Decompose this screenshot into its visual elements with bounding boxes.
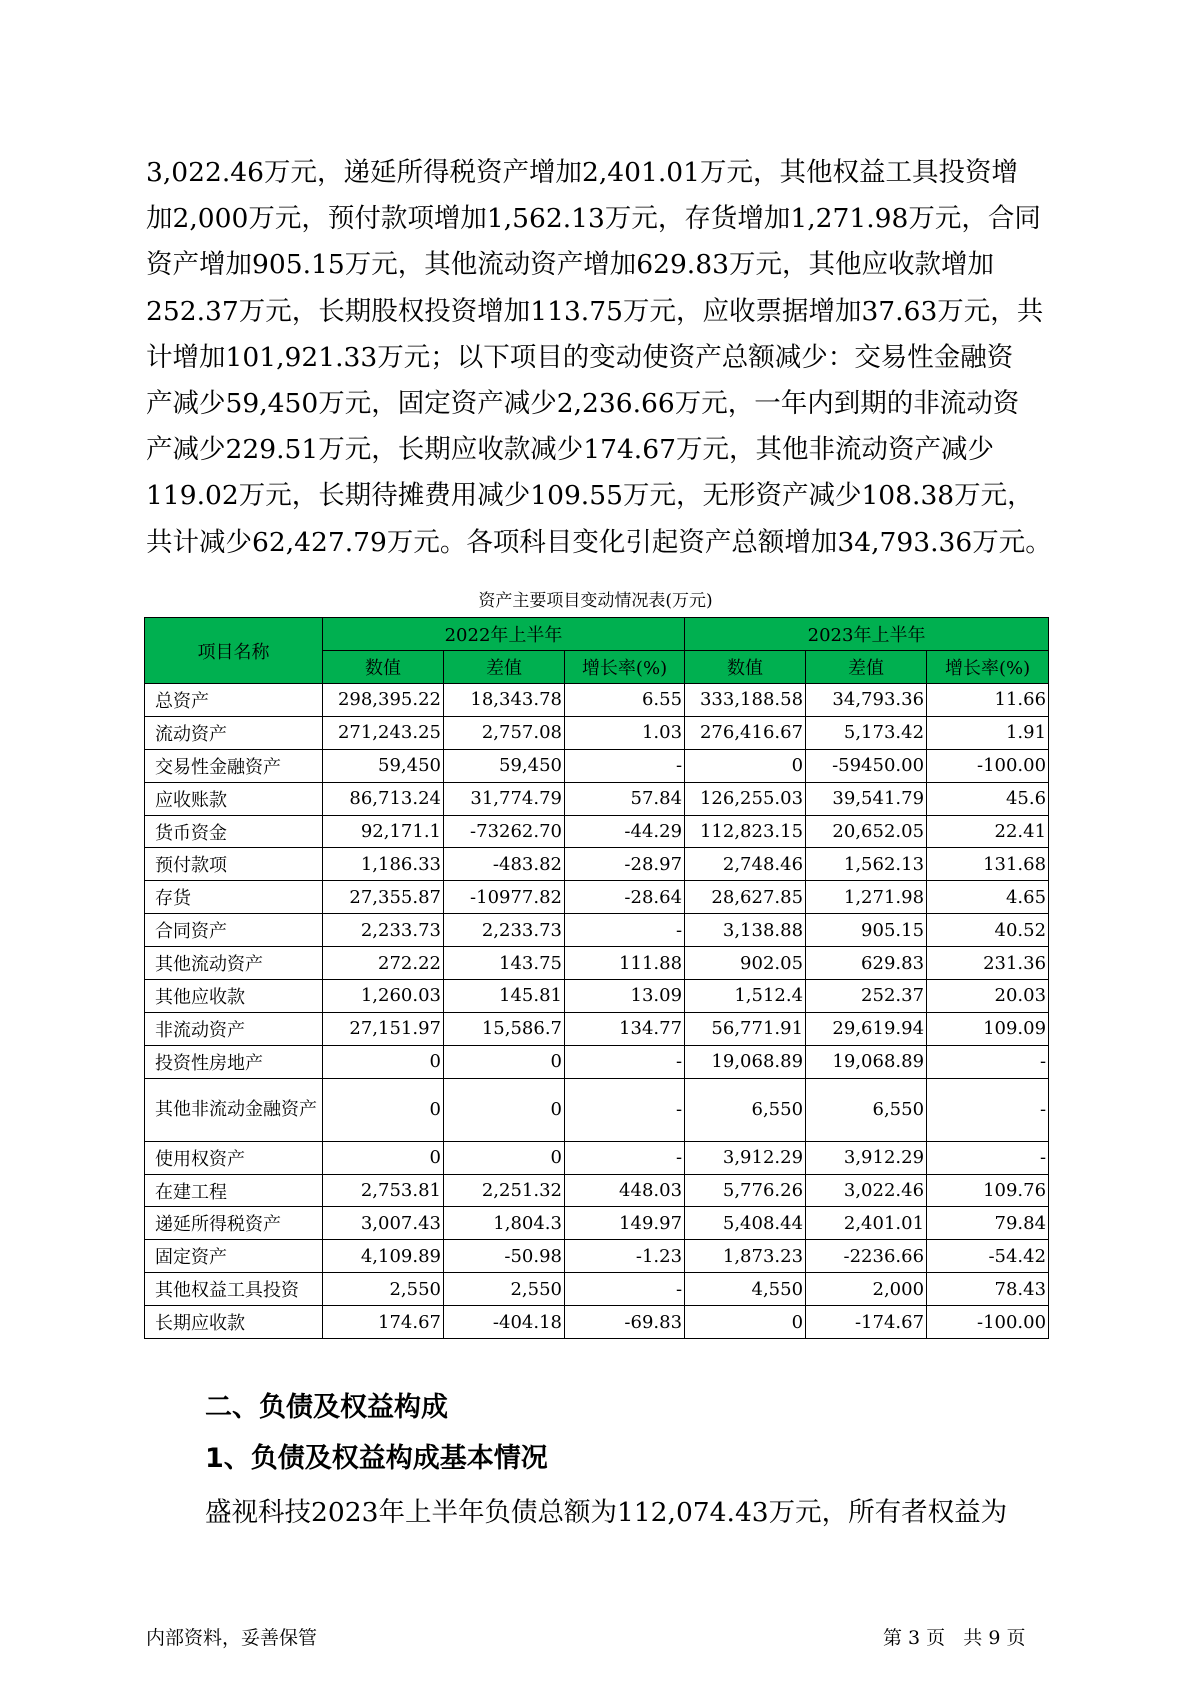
cell-value-2023: 0 [685,1306,806,1339]
cell-diff-2023: 19,068.89 [806,1045,927,1078]
cell-value-2023: 5,408.44 [685,1207,806,1240]
cell-diff-2022: 59,450 [444,749,565,782]
table-row [145,684,1049,717]
row-item-name: 交易性金融资产 [145,749,323,782]
header-value-2023: 数值 [685,651,806,684]
cell-growth-2023: 45.6 [927,782,1049,815]
cell-value-2022: 1,260.03 [323,980,444,1013]
cell-growth-2022: 13.09 [565,980,685,1013]
paragraph-line: 计增加101,921.33万元；以下项目的变动使资产总额减少：交易性金融资 [146,341,1014,373]
row-item-name: 合同资产 [145,914,323,947]
row-item-name: 其他权益工具投资 [145,1273,323,1306]
cell-growth-2022: - [565,749,685,782]
cell-growth-2022: -69.83 [565,1306,685,1339]
cell-value-2023: 112,823.15 [685,815,806,848]
cell-value-2023: 126,255.03 [685,782,806,815]
table-row [145,716,1049,749]
row-item-name: 长期应收款 [145,1306,323,1339]
cell-diff-2022: -483.82 [444,848,565,881]
cell-value-2022: 298,395.22 [323,684,444,717]
paragraph-line: 产减少59,450万元，固定资产减少2,236.66万元，一年内到期的非流动资 [146,388,1020,420]
table-row [145,1012,1049,1045]
cell-diff-2023: 252.37 [806,980,927,1013]
header-value-2022: 数值 [323,651,444,684]
cell-growth-2022: -28.97 [565,848,685,881]
table-row [145,1207,1049,1240]
cell-diff-2022: 0 [444,1078,565,1141]
cell-value-2023: 4,550 [685,1273,806,1306]
row-item-name: 递延所得税资产 [145,1207,323,1240]
cell-diff-2023: 20,652.05 [806,815,927,848]
paragraph-line: 3,022.46万元，递延所得税资产增加2,401.01万元，其他权益工具投资增 [146,157,1019,188]
cell-growth-2022: 111.88 [565,947,685,980]
row-item-name: 预付款项 [145,848,323,881]
cell-value-2023: 6,550 [685,1078,806,1141]
cell-value-2022: 3,007.43 [323,1207,444,1240]
row-item-name: 其他流动资产 [145,947,323,980]
cell-growth-2023: 79.84 [927,1207,1049,1240]
row-item-name: 货币资金 [145,815,323,848]
cell-diff-2022: -10977.82 [444,881,565,914]
cell-diff-2023: 629.83 [806,947,927,980]
table-row [145,848,1049,881]
cell-diff-2022: 15,586.7 [444,1012,565,1045]
header-period-2023: 2023年上半年 [685,618,1049,651]
row-item-name: 固定资产 [145,1240,323,1273]
header-growth-2023: 增长率(%) [927,651,1049,684]
cell-value-2023: 1,873.23 [685,1240,806,1273]
cell-growth-2023: - [927,1078,1049,1141]
cell-diff-2022: -50.98 [444,1240,565,1273]
cell-diff-2022: -73262.70 [444,815,565,848]
cell-diff-2022: 2,757.08 [444,716,565,749]
cell-growth-2022: - [565,1078,685,1141]
cell-diff-2023: 39,541.79 [806,782,927,815]
cell-value-2022: 2,550 [323,1273,444,1306]
row-item-name: 总资产 [145,684,323,717]
table-row [145,947,1049,980]
cell-growth-2022: -28.64 [565,881,685,914]
cell-diff-2023: 34,793.36 [806,684,927,717]
table-row [145,815,1049,848]
cell-value-2022: 4,109.89 [323,1240,444,1273]
cell-growth-2022: -44.29 [565,815,685,848]
paragraph-line: 共计减少62,427.79万元。各项科目变化引起资产总额增加34,793.36万元。 [146,526,1052,558]
table-row [145,1045,1049,1078]
footer-page-number: 第 3 页 共 9 页 [883,1627,1026,1649]
table-row [145,749,1049,782]
asset-change-table [144,617,1049,1339]
cell-diff-2023: 6,550 [806,1078,927,1141]
cell-value-2022: 27,355.87 [323,881,444,914]
cell-growth-2022: 134.77 [565,1012,685,1045]
cell-diff-2022: 0 [444,1045,565,1078]
cell-value-2022: 2,233.73 [323,914,444,947]
cell-value-2023: 19,068.89 [685,1045,806,1078]
cell-value-2023: 5,776.26 [685,1174,806,1207]
cell-value-2023: 3,912.29 [685,1141,806,1174]
cell-growth-2023: 20.03 [927,980,1049,1013]
table-row [145,1174,1049,1207]
cell-diff-2022: 2,251.32 [444,1174,565,1207]
cell-value-2022: 86,713.24 [323,782,444,815]
row-item-name: 存货 [145,881,323,914]
cell-value-2023: 276,416.67 [685,716,806,749]
cell-growth-2022: 1.03 [565,716,685,749]
cell-diff-2022: 143.75 [444,947,565,980]
cell-value-2023: 0 [685,749,806,782]
cell-value-2022: 1,186.33 [323,848,444,881]
cell-growth-2023: 131.68 [927,848,1049,881]
cell-diff-2023: 29,619.94 [806,1012,927,1045]
cell-value-2022: 2,753.81 [323,1174,444,1207]
table-row [145,782,1049,815]
subsection-heading: 1、负债及权益构成基本情况 [205,1443,548,1474]
cell-growth-2023: 231.36 [927,947,1049,980]
cell-growth-2023: 11.66 [927,684,1049,717]
table-header-row [145,618,1049,651]
header-diff-2022: 差值 [444,651,565,684]
cell-value-2022: 271,243.25 [323,716,444,749]
cell-diff-2022: 2,233.73 [444,914,565,947]
cell-value-2022: 0 [323,1078,444,1141]
cell-diff-2022: 145.81 [444,980,565,1013]
row-item-name: 其他非流动金融资产 [145,1078,323,1141]
header-diff-2023: 差值 [806,651,927,684]
cell-value-2023: 56,771.91 [685,1012,806,1045]
header-item-name: 项目名称 [145,618,323,684]
table-row [145,1306,1049,1339]
cell-growth-2022: - [565,1045,685,1078]
cell-diff-2023: 2,401.01 [806,1207,927,1240]
cell-diff-2023: 2,000 [806,1273,927,1306]
cell-growth-2022: 6.55 [565,684,685,717]
cell-growth-2022: 448.03 [565,1174,685,1207]
cell-growth-2022: -1.23 [565,1240,685,1273]
section-heading: 二、负债及权益构成 [205,1392,448,1423]
cell-diff-2023: 905.15 [806,914,927,947]
table-row [145,980,1049,1013]
cell-growth-2022: - [565,1273,685,1306]
cell-growth-2023: -54.42 [927,1240,1049,1273]
cell-growth-2023: - [927,1141,1049,1174]
cell-value-2022: 0 [323,1045,444,1078]
cell-growth-2022: 57.84 [565,782,685,815]
cell-value-2022: 272.22 [323,947,444,980]
table-row [145,881,1049,914]
cell-growth-2023: - [927,1045,1049,1078]
cell-growth-2022: - [565,1141,685,1174]
cell-diff-2023: 1,562.13 [806,848,927,881]
cell-diff-2023: -59450.00 [806,749,927,782]
cell-growth-2023: 109.76 [927,1174,1049,1207]
cell-diff-2022: 31,774.79 [444,782,565,815]
cell-value-2023: 902.05 [685,947,806,980]
cell-value-2022: 92,171.1 [323,815,444,848]
cell-growth-2022: 149.97 [565,1207,685,1240]
cell-growth-2023: -100.00 [927,1306,1049,1339]
row-item-name: 使用权资产 [145,1141,323,1174]
row-item-name: 流动资产 [145,716,323,749]
row-item-name: 非流动资产 [145,1012,323,1045]
table-row [145,1273,1049,1306]
row-item-name: 应收账款 [145,782,323,815]
paragraph-line: 资产增加905.15万元，其他流动资产增加629.83万元，其他应收款增加 [146,249,994,281]
cell-value-2023: 333,188.58 [685,684,806,717]
paragraph-line: 产减少229.51万元，长期应收款减少174.67万元，其他非流动资产减少 [146,434,994,466]
cell-growth-2023: 109.09 [927,1012,1049,1045]
table-row [145,1078,1049,1141]
table-body [145,684,1049,1339]
cell-value-2023: 28,627.85 [685,881,806,914]
table-row [145,1240,1049,1273]
cell-diff-2023: 3,912.29 [806,1141,927,1174]
cell-diff-2022: 1,804.3 [444,1207,565,1240]
cell-diff-2023: 5,173.42 [806,716,927,749]
cell-diff-2023: -174.67 [806,1306,927,1339]
cell-diff-2022: -404.18 [444,1306,565,1339]
cell-value-2022: 27,151.97 [323,1012,444,1045]
cell-diff-2023: 1,271.98 [806,881,927,914]
cell-value-2022: 59,450 [323,749,444,782]
cell-value-2022: 174.67 [323,1306,444,1339]
cell-diff-2022: 2,550 [444,1273,565,1306]
cell-growth-2023: 1.91 [927,716,1049,749]
cell-diff-2022: 18,343.78 [444,684,565,717]
paragraph-line: 119.02万元，长期待摊费用减少109.55万元，无形资产减少108.38万元， [146,480,1034,512]
row-item-name: 投资性房地产 [145,1045,323,1078]
cell-growth-2023: -100.00 [927,749,1049,782]
body-paragraph [146,150,1052,566]
table-caption: 资产主要项目变动情况表(万元) [478,591,713,611]
cell-value-2022: 0 [323,1141,444,1174]
paragraph-line: 252.37万元，长期股权投资增加113.75万元，应收票据增加37.63万元，共 [146,295,1044,327]
cell-growth-2022: - [565,914,685,947]
cell-value-2023: 2,748.46 [685,848,806,881]
cell-diff-2022: 0 [444,1141,565,1174]
paragraph-line: 加2,000万元，预付款项增加1,562.13万元，存货增加1,271.98万元，合同 [146,203,1041,235]
header-period-2022: 2022年上半年 [323,618,685,651]
cell-diff-2023: -2236.66 [806,1240,927,1273]
footer-confidential-note: 内部资料，妥善保管 [146,1627,318,1649]
cell-growth-2023: 4.65 [927,881,1049,914]
table-row [145,914,1049,947]
table-row [145,1141,1049,1174]
cell-diff-2023: 3,022.46 [806,1174,927,1207]
header-growth-2022: 增长率(%) [565,651,685,684]
row-item-name: 在建工程 [145,1174,323,1207]
cell-value-2023: 3,138.88 [685,914,806,947]
cell-growth-2023: 78.43 [927,1273,1049,1306]
cell-value-2023: 1,512.4 [685,980,806,1013]
cell-growth-2023: 40.52 [927,914,1049,947]
row-item-name: 其他应收款 [145,980,323,1013]
cell-growth-2023: 22.41 [927,815,1049,848]
body-paragraph-2: 盛视科技2023年上半年负债总额为112,074.43万元，所有者权益为 [205,1497,1008,1528]
